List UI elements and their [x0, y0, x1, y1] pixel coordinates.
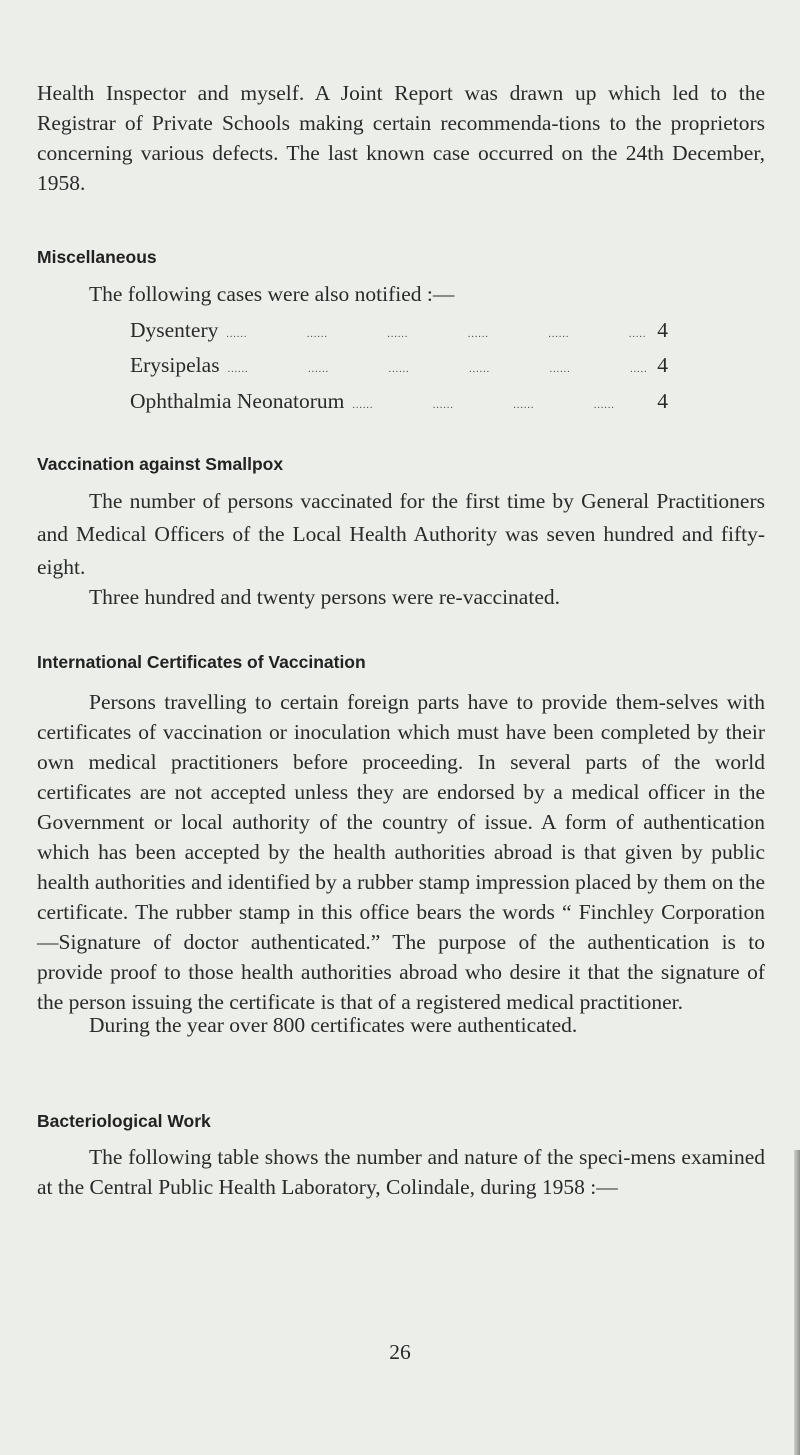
leader-dots	[220, 364, 648, 375]
vaccination-paragraph-1: The number of persons vaccinated for the first time by General Practitioners and Medical Officers of the Local Health Authority was seven hundred and fifty-eight.	[37, 489, 765, 579]
bacteriological-heading: Bacteriological Work	[37, 1111, 211, 1131]
case-row-dysentery	[130, 318, 668, 343]
miscellaneous-heading: Miscellaneous	[37, 247, 157, 267]
international-paragraph-1: Persons travelling to certain foreign parts have to provide them-selves with certificates of vaccination or inoculation which must have been completed by their own medical practitioners before proceeding. In several parts of the world certificates are not accepted unless they are endorsed by a medical officer in the Government or local authority of the country of issue. A form of authentication which has been accepted by the health authorities abroad is that given by public health authorities and identified by a rubber stamp impression placed by them on the certificate. The rubber stamp in this office bears the words “ Finchley Corporation—Signature of doctor authenticated.” The purpose of the authentication is to provide proof to those health authorities abroad who desire it that the signature of the person issuing the certificate is that of a registered medical practitioner.	[37, 690, 765, 1014]
case-count: 4	[657, 389, 668, 413]
intro-paragraph: Health Inspector and myself. A Joint Report was drawn up which led to the Registrar of Private Schools making certain recommenda-tions to the proprietors concerning various defects. The last known case occurred on the 24th December, 1958.	[37, 81, 765, 195]
leader-dots	[344, 400, 647, 411]
case-row-erysipelas	[130, 353, 668, 378]
case-count: 4	[657, 353, 668, 377]
case-count: 4	[657, 318, 668, 342]
leader-dots	[218, 329, 647, 340]
miscellaneous-lead: The following cases were also notified :—	[89, 282, 455, 306]
case-name: Ophthalmia Neonatorum	[130, 389, 345, 413]
page-edge-shadow	[794, 1150, 800, 1455]
case-name: Dysentery	[130, 318, 219, 342]
international-heading: International Certificates of Vaccination	[37, 652, 366, 672]
bacteriological-paragraph: The following table shows the number and nature of the speci-mens examined at the Central Public Health Laboratory, Colindale, during 1958 :—	[37, 1145, 765, 1199]
vaccination-heading: Vaccination against Smallpox	[37, 454, 284, 474]
case-name: Erysipelas	[130, 353, 220, 377]
case-row-ophthalmia	[130, 389, 668, 414]
vaccination-paragraph-2: Three hundred and twenty persons were re-vaccinated.	[89, 585, 560, 609]
page-number: 26	[389, 1340, 411, 1364]
international-paragraph-2: During the year over 800 certificates were authenticated.	[89, 1013, 578, 1037]
